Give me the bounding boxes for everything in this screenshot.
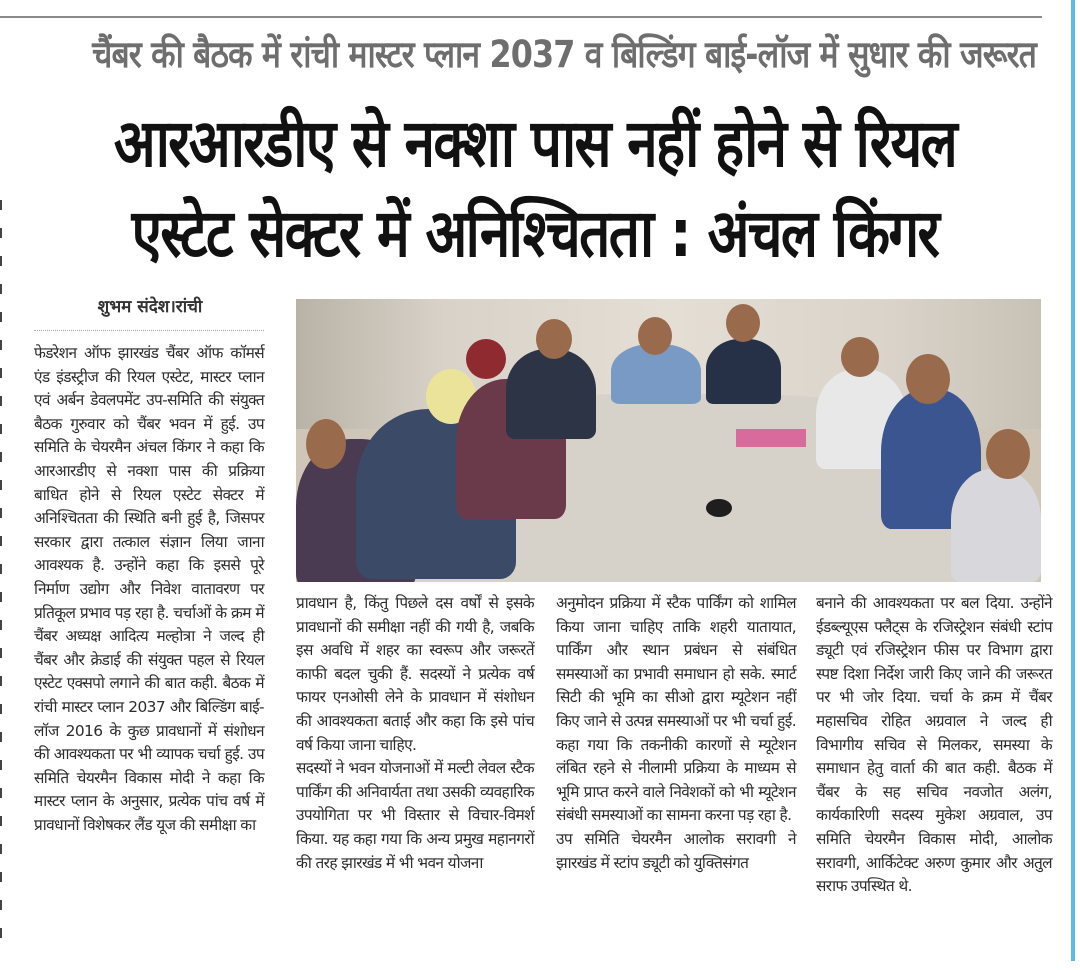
byline-divider: [34, 330, 264, 331]
photo-person-head: [841, 337, 879, 377]
paragraph: अनुमोदन प्रक्रिया में स्टैक पार्किंग को शामिल किया जाना चाहिए ताकि शहरी यातायात, पार्किंग और स्थान प्रबंधन से संबंधित समस्याओं का प्रभावी समाधान हो सके. स्मार्ट सिटी की भूमि का सीओ द्वारा म्यूटेशन नहीं किए जाने से उत्पन्न समस्याओं पर भी चर्चा हुई. कहा गया कि तकनीकी कारणों से म्यूटेशन लंबित रहने से नीलामी प्रक्रिया के माध्यम से भूमि प्राप्त करने वाले निवेशकों को भी म्यूटेशन संबंधी समस्याओं का सामना करना पड़ रहा है.: [556, 594, 796, 825]
kicker-headline: चैंबर की बैठक में रांची मास्टर प्लान 2037 व बिल्डिंग बाई-लॉज में सुधार की जरूरत: [92, 33, 1037, 76]
photo-person: [951, 469, 1041, 582]
photo-speaker-device: [706, 499, 732, 517]
photo-person: [706, 339, 781, 404]
article-column-4: [816, 592, 1052, 899]
photo-person-head: [306, 419, 346, 469]
article-column-3: [556, 592, 796, 875]
adjacent-column-fragment: [0, 190, 8, 970]
article-column-2: [296, 592, 534, 875]
photo-person-head: [906, 354, 950, 404]
photo-person-cap: [466, 339, 506, 379]
headline-line-2: एस्टेट सेक्टर में अनिश्चितता : अंचल किंगर: [131, 195, 939, 272]
photo-person-head: [986, 429, 1030, 479]
meeting-photo: [296, 299, 1041, 582]
paragraph: सदस्यों ने भवन योजनाओं में मल्टी लेवल स्टैक पार्किंग की अनिवार्यता तथा उसकी व्यवहारिक उपयोगिता पर भी विस्तार से विचार-विमर्श किया. यह कहा गया कि अन्य प्रमुख महानगरों की तरह झारखंड में भी भवन योजना: [296, 759, 534, 872]
paragraph: उप समिति चेयरमैन आलोक सरावगी ने झारखंड में स्टांप ड्यूटी को युक्तिसंगत: [556, 829, 796, 872]
photo-person-head: [536, 319, 572, 359]
article-column-1: [34, 342, 264, 837]
photo-person-head: [726, 304, 760, 342]
photo-pink-file: [736, 429, 806, 447]
photo-person: [506, 349, 596, 439]
photo-person-head: [638, 317, 672, 355]
byline: शुभम संदेश।रांची: [97, 297, 203, 317]
page-border-accent: [1071, 0, 1075, 961]
top-rule: [0, 16, 1042, 18]
paragraph: फेडरेशन ऑफ झारखंड चैंबर ऑफ कॉमर्स एंड इंडस्ट्रीज की रियल एस्टेट, मास्टर प्लान एवं अर्बन डेवलपमेंट उप-समिति की संयुक्त बैठक गुरुवार को चैंबर भवन में हुई. उप समिति के चेयरमैन अंचल किंगर ने कहा कि आरआरडीए से नक्शा पास की प्रक्रिया बाधित होने से रियल एस्टेट सेक्टर में अनिश्चितता की स्थिति बनी हुई है, जिसपर सरकार द्वारा तत्काल संज्ञान लिया जाना आवश्यक है. उन्होंने कहा कि इससे पूरे निर्माण उद्योग और निवेश वातावरण पर प्रतिकूल प्रभाव पड़ रहा है. चर्चाओं के क्रम में चैंबर अध्यक्ष आदित्य मल्होत्रा ने जल्द ही चैंबर और क्रेडाई की संयुक्त पहल से रियल एस्टेट एक्सपो लगाने की बात कही. बैठक में रांची मास्टर प्लान 2037 और बिल्डिंग बाई-लॉज 2016 के कुछ प्रावधानों में संशोधन की आवश्यकता पर भी व्यापक चर्चा हुई. उप समिति चेयरमैन विकास मोदी ने कहा कि मास्टर प्लान के अनुसार, प्रत्येक पांच वर्ष में प्रावधानों विशेषकर लैंड यूज की समीक्षा का: [34, 344, 264, 834]
paragraph: प्रावधान है, किंतु पिछले दस वर्षों से इसके प्रावधानों की समीक्षा नहीं की गयी है, जबकि इस अवधि में शहर का स्वरूप और जरूरतें काफी बदल चुकी हैं. सदस्यों ने प्रत्येक वर्ष फायर एनओसी लेने के प्रावधान में संशोधन की आवश्यकता बताई और कहा कि इसे पांच वर्ष किया जाना चाहिए.: [296, 594, 534, 754]
headline-line-1: आरआरडीए से नक्शा पास नहीं होने से रियल: [113, 105, 957, 182]
paragraph: बनाने की आवश्यकता पर बल दिया. उन्होंने ईडब्ल्यूएस फ्लैट्स के रजिस्ट्रेशन संबंधी स्टांप ड्यूटी एवं रजिस्ट्रेशन फीस पर विभाग द्वारा स्पष्ट दिशा निर्देश जारी किए जाने की जरूरत पर भी जोर दिया. चर्चा के क्रम में चैंबर महासचिव रोहित अग्रवाल ने जल्द ही विभागीय सचिव से मिलकर, समस्या के समाधान हेतु वार्ता की बात कही. बैठक में चैंबर के सह सचिव नवजोत अलंग, कार्यकारिणी सदस्य मुकेश अग्रवाल, उप समिति चेयरमैन विकास मोदी, आलोक सरावगी, आर्किटेक्ट अरुण कुमार और अतुल सराफ उपस्थित थे.: [816, 594, 1052, 896]
